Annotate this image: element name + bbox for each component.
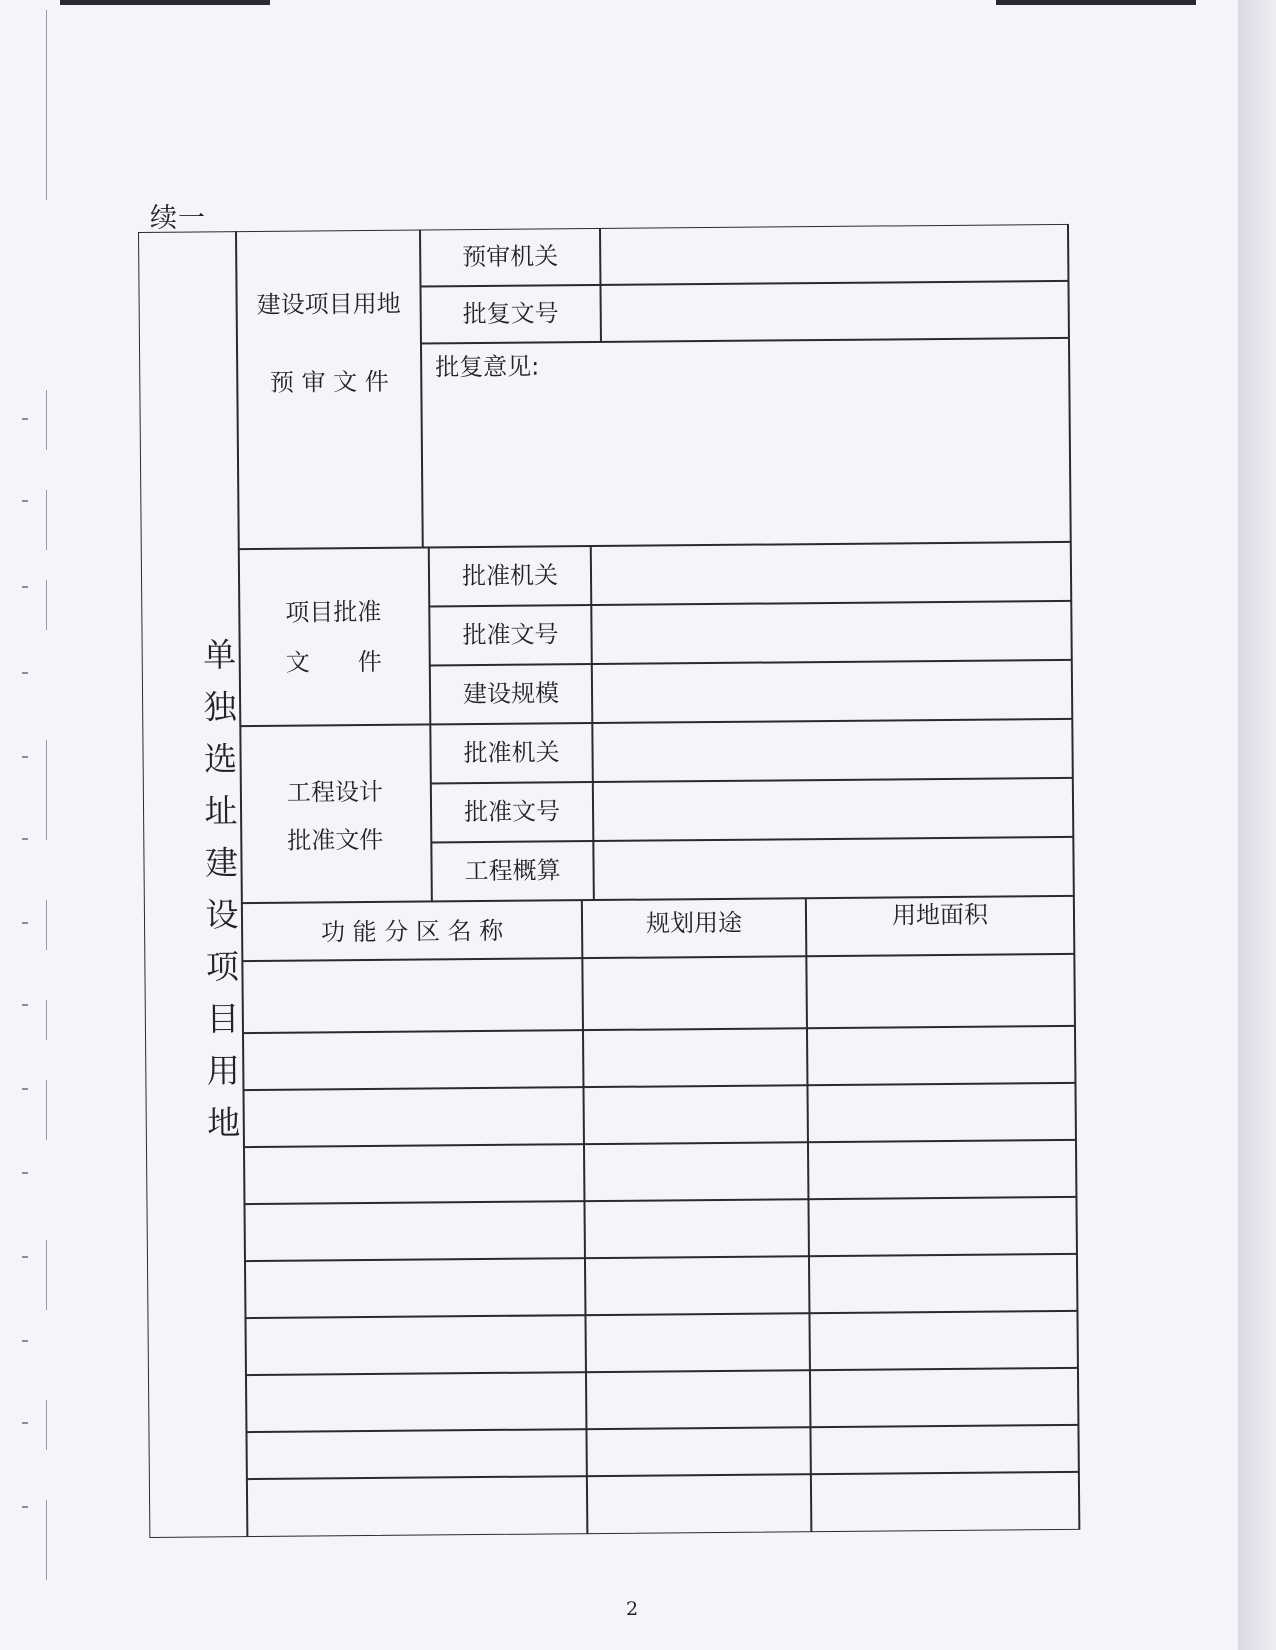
binding-line	[46, 1080, 47, 1140]
binding-dash	[22, 672, 28, 674]
binding-line	[46, 580, 47, 630]
binding-dash	[22, 1422, 28, 1424]
land-use-form	[138, 224, 1099, 1538]
engineering-design-title-line2: 批准文件	[287, 825, 384, 855]
project-approval-title-line1: 项目批准	[285, 597, 382, 627]
binding-dash	[22, 1088, 28, 1090]
section-title-char: 建	[204, 843, 239, 883]
pre-review-title-line1: 建设项目用地	[256, 289, 401, 319]
binding-line	[46, 1000, 47, 1040]
binding-dash	[22, 838, 28, 840]
page-number: 2	[626, 1598, 639, 1620]
form-grid	[138, 224, 1099, 1538]
land-area-header: 用地面积	[891, 900, 989, 930]
binding-line	[46, 900, 47, 950]
pre-review-title-line2: 预 审 文 件	[269, 367, 389, 397]
section-title-char: 设	[205, 895, 239, 935]
pre-review-authority-label: 预审机关	[462, 242, 559, 272]
section-title-char: 址	[204, 791, 238, 831]
scan-edge	[1238, 0, 1276, 1650]
zone-name-header: 功 能 分 区 名 称	[320, 916, 504, 947]
engineering-design-budget-label: 工程概算	[464, 856, 561, 886]
section-title-char: 用	[206, 1051, 240, 1091]
binding-dash	[22, 418, 28, 420]
scan-mark	[996, 0, 1196, 5]
project-approval-scale-label: 建设规模	[462, 679, 560, 709]
pre-review-opinion-label: 批复意见:	[435, 352, 540, 382]
binding-line	[46, 740, 47, 840]
binding-dash	[22, 1256, 28, 1258]
binding-dash	[22, 1340, 28, 1342]
binding-line	[46, 10, 47, 200]
section-title-vertical	[200, 637, 244, 1141]
binding-dash	[22, 1506, 28, 1508]
project-approval-authority-label: 批准机关	[461, 561, 559, 591]
binding-dash	[22, 1004, 28, 1006]
section-title-char: 选	[203, 739, 238, 779]
pre-review-document-number-label: 批复文号	[462, 299, 559, 329]
section-title-char: 单	[203, 635, 237, 675]
planned-use-header: 规划用途	[645, 908, 743, 938]
project-approval-document-number-label: 批准文号	[462, 620, 559, 650]
binding-dash	[22, 586, 28, 588]
engineering-design-authority-label: 批准机关	[463, 738, 560, 768]
binding-line	[46, 490, 47, 550]
section-title-char: 地	[207, 1103, 241, 1143]
section-title-char: 独	[203, 687, 237, 727]
section-title-char: 目	[206, 999, 240, 1039]
binding-dash	[22, 1172, 28, 1174]
binding-line	[46, 1400, 47, 1450]
continued-label: 续一	[150, 203, 206, 234]
binding-dash	[22, 922, 28, 924]
binding-dash	[22, 756, 28, 758]
engineering-design-title-line1: 工程设计	[286, 777, 384, 807]
binding-dash	[22, 500, 28, 502]
binding-line	[46, 1240, 47, 1310]
binding-line	[46, 390, 47, 450]
scan-mark	[60, 0, 270, 5]
section-title-char: 项	[205, 947, 240, 987]
engineering-design-document-number-label: 批准文号	[463, 797, 561, 827]
project-approval-title-line2: 文 件	[285, 647, 382, 677]
binding-line	[46, 1500, 47, 1580]
